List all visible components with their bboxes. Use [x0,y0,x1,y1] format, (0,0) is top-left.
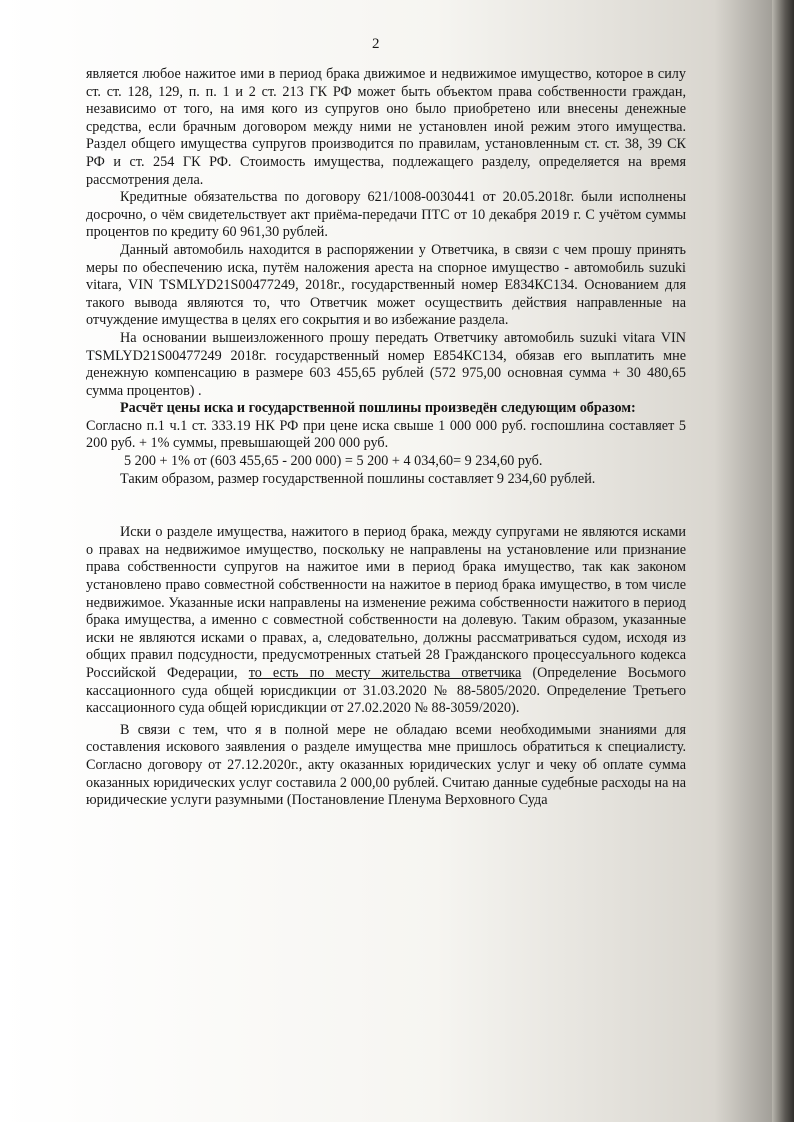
page-number: 2 [372,36,380,52]
jurisdiction-text: Иски о разделе имущества, нажитого в период брака, между супругами не являются исками о правах на недвижимое имущество, поскольку не направлены на установление или признание права собственности супругов на нажитое ими в период брака имущество, так как законом установлено право совместной собственности на нажитое в период брака имущество, в том числе недвижимое. Указанные иски направлены на изменение режима собственности нажитого в период брака имущества, а именно с совместной собственности на долевую. Таким образом, указанные иски не являются исками о правах, а, следовательно, должны рассматриваться судом, исходя из общих правил подсудности, предусмотренных статьей 28 Гражданского процессуального кодекса Российской Федерации, [86,524,686,681]
paragraph-seizure-request: Данный автомобиль находится в распоряжении у Ответчика, в связи с чем прошу принять меры по обеспечению иска, путём наложения ареста на спорное имущество - автомобиль suzuki vitara, VIN TSMLYD21S00477249, 2018г., государственный номер Е834КС134. Основанием для такого вывода являются то, что Ответчик может осуществить действия направленные на отчуждение имущества в целях его сокрытия и во избежание раздела. [86,241,686,329]
paragraph-legal-costs: В связи с тем, что я в полной мере не обладаю всеми необходимыми знаниями для составления искового заявления о разделе имущества мне пришлось обратиться к специалисту. Согласно договору от 27.12.2020г., акту оказанных юридических услуг и чеку об оплате сумма оказанных юридических услуг составила 2 000,00 рублей. Считаю данные судебные расходы на на юридические услуги разумными (Постановление Пленума Верховного Суда [86,721,686,809]
paragraph-jurisdiction [86,524,686,718]
paragraph-property-definition: является любое нажитое ими в период брака движимое и недвижимое имущество, которое в силу ст. ст. 128, 129, п. п. 1 и 2 ст. 213 ГК РФ может быть объектом права собственности граждан, независимо от того, на имя кого из супругов оно было приобретено или внесены денежные средства, если брачным договором между ними не установлен иной режим этого имущества. Раздел общего имущества супругов производится по правилам, установленным ст. ст. 38, 39 СК РФ и ст. 254 ГК РФ. Стоимость имущества, подлежащего разделу, определяется на время рассмотрения дела. [86,66,686,188]
jurisdiction-underlined: то есть по месту жительства ответчика [248,665,522,681]
calc-text: Согласно п.1 ч.1 ст. 333.19 НК РФ при цене иска свыше 1 000 000 руб. госпошлина составляет 5 200 руб. + 1% суммы, превышающей 200 000 руб. [86,417,686,452]
calc-result: Таким образом, размер государственной пошлины составляет 9 234,60 рублей. [120,470,596,487]
calc-heading: Расчёт цены иска и государственной пошлины произведён следующим образом: [120,400,636,417]
calc-formula: 5 200 + 1% от (603 455,65 - 200 000) = 5 200 + 4 034,60= 9 234,60 руб. [124,453,543,470]
scan-edge-shadow [772,0,794,1122]
spacer [86,488,686,524]
paragraph-credit-obligations: Кредитные обязательства по договору 621/1008-0030441 от 20.05.2018г. были исполнены досрочно, о чём свидетельствует акт приёма-передачи ПТС от 10 декабря 2019 г. С учётом суммы процентов по кредиту 60 961,30 рублей. [86,189,686,241]
document-body [86,66,686,810]
paragraph-transfer-request: На основании вышеизложенного прошу передать Ответчику автомобиль suzuki vitara VIN TSMLYD21S00477249 2018г. государственный номер Е854КС134, обязав его выплатить мне денежную компенсацию в размере 603 455,65 рублей (572 975,00 основная сумма + 30 480,65 сумма процентов) . [86,329,686,399]
jurisdiction-references: (Определение Восьмого кассационного суда общей юрисдикции от 31.03.2020 № 88-5805/2020. Определение Третьего кассационного суда общей юрисдикции от 27.02.2020 № 88-3059/2020). [86,665,687,717]
